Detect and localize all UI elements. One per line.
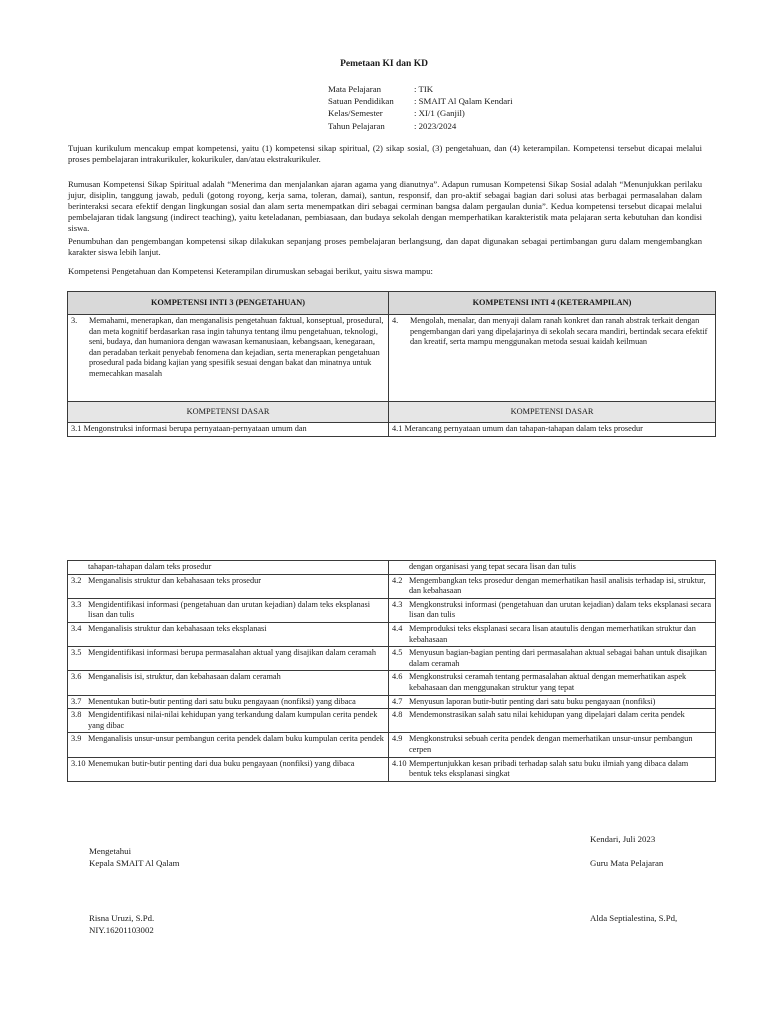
kd-number: 4.8 — [392, 710, 403, 720]
kd-rows — [68, 574, 716, 781]
kd-text: Mengkonstruksi informasi (pengetahuan dan urutan kejadian) dalam teks eksplanasi secara lisan dan tulis — [409, 599, 712, 620]
kd-text: Mempertunjukkan kesan pribadi terhadap salah satu buku ilmiah yang dibaca dalam bentuk teks eksplanasi singkat — [409, 758, 689, 779]
sign-right-name: Alda Septialestina, S.Pd, — [590, 913, 678, 923]
kd-text: Menemukan butir-butir penting dari dua buku pengayaan (nonfiksi) yang dibaca — [88, 758, 355, 768]
ki3-header: KOMPETENSI INTI 3 (PENGETAHUAN) — [68, 292, 389, 315]
kd-left-cell — [68, 598, 389, 622]
kd-text: Mengidentifikasi informasi berupa permasalahan aktual yang disajikan dalam ceramah — [88, 648, 376, 658]
kd-row — [68, 574, 716, 598]
paragraph-development: Penumbuhan dan pengembangan kompetensi sikap dilakukan sepanjang proses pembelajaran berlangsung, dan dapat digunakan sebagai pertimbangan guru dalam mengembangkan karakter siswa lebih lanjut. — [68, 236, 702, 257]
kd-row — [68, 598, 716, 622]
kd-number: 4.10 — [392, 758, 407, 768]
sign-right-label: Guru Mata Pelajaran — [590, 858, 664, 868]
kd-row — [68, 733, 716, 757]
kd-row — [68, 647, 716, 671]
ki-table-top — [67, 291, 716, 437]
kd-text: Menganalisis unsur-unsur pembangun cerita pendek dalam buku kumpulan cerita pendek — [88, 734, 384, 744]
meta-label: Kelas/Semester — [328, 108, 383, 119]
kd-number: 4.2 — [392, 575, 403, 585]
paragraph-attitude: Rumusan Kompetensi Sikap Spiritual adalah “Menerima dan menjalankan ajaran agama yang dianutnya”. Adapun rumusan Kompetensi Sikap Sosial adalah “Menunjukkan perilaku jujur, disiplin, tanggung jawab, peduli (gotong royong, kerja sama, toleran, damai), santun, responsif, dan pro-aktif sebagai bagian dari solusi atas berbagai permasalahan dalam berinteraksi secara efektif dengan lingkungan sosial dan alam serta menempatkan diri sebagai cerminan bangsa dalam pergaulan dunia”. Kedua kompetensi tersebut dicapai melalui pembelajaran tidak langsung (indirect teaching), yaitu keteladanan, pembiasaan, dan budaya sekolah dengan memperhatikan karakteristik mata pelajaran serta kebutuhan dan kondisi siswa. — [68, 179, 702, 233]
kd-left-cell — [68, 671, 389, 695]
meta-value: : TIK — [414, 84, 434, 94]
kd-text: Mendemonstrasikan salah satu nilai kehidupan yang dipelajari dalam cerita pendek — [409, 710, 685, 720]
meta-row-class — [328, 107, 513, 119]
kd-number: 4.4 — [392, 623, 403, 633]
kd-number: 4.6 — [392, 672, 403, 682]
kd-row — [68, 757, 716, 781]
kd-left-cell — [68, 757, 389, 781]
kd-cell-4-1: 4.1 Merancang pernyataan umum dan tahapan-tahapan dalam teks prosedur — [389, 423, 716, 437]
kd-left-cell — [68, 733, 389, 757]
kd-text: Mengkonstruksi ceramah tentang permasalahan aktual dengan memerhatikan aspek kebahasaan dan menggunakan struktur yang tepat — [409, 672, 687, 692]
kd-number: 3.5 — [71, 648, 82, 658]
kd-number: 3.10 — [71, 758, 86, 768]
kd-left-cell — [68, 695, 389, 709]
kd-number: 4.7 — [392, 696, 403, 706]
kd-number: 4.9 — [392, 734, 403, 744]
meta-label: Mata Pelajaran — [328, 84, 382, 94]
kd-right-cell — [389, 695, 716, 709]
kd-header-left: KOMPETENSI DASAR — [68, 402, 389, 423]
kd-left-cell — [68, 647, 389, 671]
kd-text: Menganalisis isi, struktur, dan kebahasaan dalam ceramah — [88, 672, 281, 682]
kd-number: 3.4 — [71, 623, 82, 633]
meta-row-subject — [328, 83, 513, 95]
kd-number: 3.6 — [71, 672, 82, 682]
kd-right-cell — [389, 709, 716, 733]
kd-right-cell — [389, 671, 716, 695]
meta-value: : XI/1 (Ganjil) — [414, 108, 465, 119]
ki3-text: Memahami, menerapkan, dan menganalisis pengetahuan faktual, konseptual, prosedural, dan meta kognitif berdasarkan rasa ingin tahunya tentang ilmu pengetahuan, teknologi, seni, budaya, dan humaniora dengan wawasan kemanusiaan, kebangsaan, kenegaraan, dan peradaban terkait penyebab fenomena dan kejadian, serta menerapkan pengetahuan prosedural pada bidang kajian yang spesifik sesuai dengan bakat dan minatnya untuk memecahkan masalah — [89, 316, 384, 378]
kd-row — [68, 671, 716, 695]
paragraph-intro: Kompetensi Pengetahuan dan Kompetensi Keterampilan dirumuskan sebagai berikut, yaitu siswa mampu: — [68, 266, 433, 276]
page-title: Pemetaan KI dan KD — [340, 59, 428, 69]
place-date: Kendari, Juli 2023 — [590, 834, 656, 844]
kd-row — [68, 695, 716, 709]
kd-number: 4.3 — [392, 599, 403, 609]
kd-right-cell — [389, 733, 716, 757]
kd-text: Mengidentifikasi nilai-nilai kehidupan yang terkandung dalam kumpulan cerita pendek yang dibac — [88, 710, 378, 730]
kd-right-cell — [389, 622, 716, 646]
kd-header-right: KOMPETENSI DASAR — [389, 402, 716, 423]
paragraph-objective: Tujuan kurikulum mencakup empat kompetensi, yaitu (1) kompetensi sikap spiritual, (2) sikap sosial, (3) pengetahuan, dan (4) keterampilan. Kompetensi tersebut dicapai melalui proses pembelajaran intrakurikuler, kokurikuler, dan/atau ekstrakurikuler. — [68, 143, 702, 164]
sign-left-label1: Mengetahui — [89, 846, 132, 856]
kd-text: Menyusun laporan butir-butir penting dari satu buku pengayaan (nonfiksi) — [409, 696, 656, 706]
meta-label: Tahun Pelajaran — [328, 120, 385, 131]
meta-row-year — [328, 120, 513, 132]
kd-text: Menganalisis struktur dan kebahasaan teks prosedur — [88, 575, 262, 585]
sign-left-name: Risna Uruzi, S.Pd. — [89, 913, 155, 923]
kd-number: 3.3 — [71, 599, 82, 609]
kd-number: 3.7 — [71, 696, 82, 706]
kd-right-cell — [389, 598, 716, 622]
ki4-text: Mengolah, menalar, dan menyaji dalam ranah konkret dan ranah abstrak terkait dengan pengembangan dari yang dipelajarinya di sekolah secara mandiri, bertindak secara efektif dan kreatif, serta mampu menggunakan metoda sesuai kaidah keilmuan — [410, 316, 708, 347]
ki4-number: 4. — [392, 316, 399, 325]
kd-row — [68, 622, 716, 646]
ki4-cell — [389, 315, 716, 402]
ki3-number: 3. — [71, 316, 78, 325]
meta-value: : SMAIT Al Qalam Kendari — [414, 96, 513, 107]
kd-cell-3-1: 3.1 Mengonstruksi informasi berupa pernyataan-pernyataan umum dan — [68, 423, 389, 437]
kd-right-cell — [389, 757, 716, 781]
ki3-cell — [68, 315, 389, 402]
kd-table-continued — [67, 560, 716, 782]
kd-text: Mengembangkan teks prosedur dengan memerhatikan hasil analisis terhadap isi, struktur, dan kebahasaan — [409, 575, 706, 596]
kd-left-cell — [68, 622, 389, 646]
kd-text: Menganalisis struktur dan kebahasaan teks eksplanasi — [88, 623, 267, 633]
kd-right-cell — [389, 647, 716, 671]
kd-cell-3-1-cont: tahapan-tahapan dalam teks prosedur — [68, 561, 389, 575]
kd-text: Mengkonstruksi sebuah cerita pendek dengan memerhatikan unsur-unsur pembangun cerpen — [409, 734, 693, 754]
kd-left-cell — [68, 709, 389, 733]
kd-text: Menyusun bagian-bagian penting dari permasalahan aktual sebagai bahan untuk disajikan dalam ceramah — [409, 648, 707, 668]
kd-text: Mengidentifikasi informasi (pengetahuan dan urutan kejadian) dalam teks eksplanasi lisan dan tulis — [88, 599, 371, 620]
kd-text: Menentukan butir-butir penting dari satu buku pengayaan (nonfiksi) yang dibaca — [88, 696, 356, 706]
document-meta — [328, 83, 513, 132]
meta-row-school — [328, 95, 513, 107]
kd-number: 3.9 — [71, 734, 82, 744]
kd-row — [68, 709, 716, 733]
kd-right-cell — [389, 574, 716, 598]
ki4-header: KOMPETENSI INTI 4 (KETERAMPILAN) — [389, 292, 716, 315]
sign-left-id: NIY.16201103002 — [89, 925, 154, 935]
kd-left-cell — [68, 574, 389, 598]
kd-number: 3.2 — [71, 575, 82, 585]
kd-number: 3.8 — [71, 710, 82, 720]
kd-text: Memproduksi teks eksplanasi secara lisan atautulis dengan memerhatikan struktur dan kebahasaan — [409, 623, 696, 644]
kd-cell-4-1-cont: dengan organisasi yang tepat secara lisan dan tulis — [389, 561, 716, 575]
kd-number: 4.5 — [392, 648, 403, 658]
sign-left-label2: Kepala SMAIT Al Qalam — [89, 858, 180, 868]
meta-label: Satuan Pendidikan — [328, 96, 394, 107]
meta-value: : 2023/2024 — [414, 120, 457, 131]
